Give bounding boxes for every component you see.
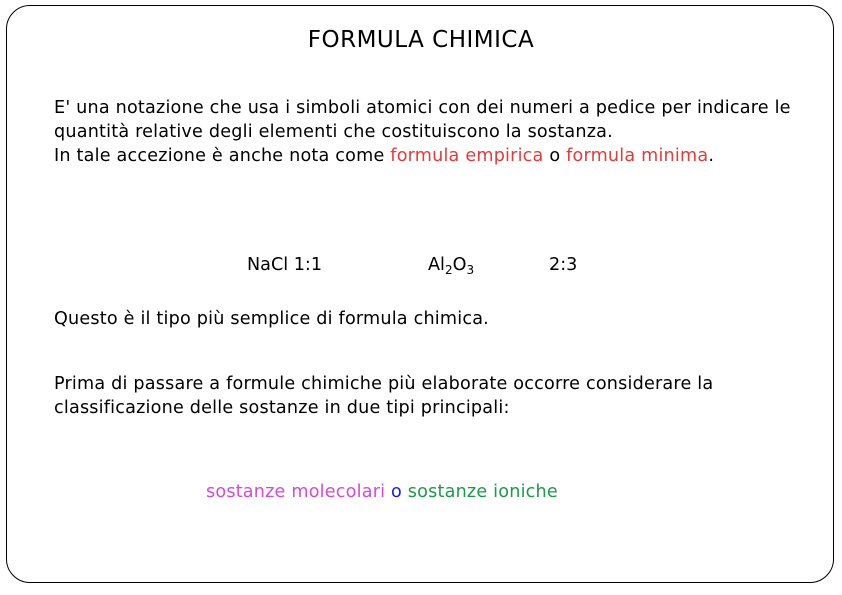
accezione-text: In tale accezione è anche nota come (54, 146, 391, 166)
or-connector: o (391, 482, 402, 502)
nacl-formula: NaCl (247, 255, 289, 275)
definition-text: E' una notazione che usa i simboli atomici con dei numeri a pedice per indicare le quantità relative degli elementi che costituiscono la sostanza. (54, 98, 791, 142)
example-al2o3 (428, 253, 474, 277)
o-symbol: O (452, 255, 467, 275)
nacl-ratio: 1:1 (293, 255, 323, 275)
al-subscript: 2 (444, 263, 453, 277)
page-title: FORMULA CHIMICA (307, 27, 535, 53)
simplest-formula-text: Questo è il tipo più semplice di formula chimica. (54, 309, 489, 329)
substance-types (206, 480, 558, 504)
ionic-substances: sostanze ioniche (407, 482, 558, 502)
molecular-substances: sostanze molecolari (206, 482, 386, 502)
o-subscript: 3 (466, 263, 475, 277)
term-formula-minima: formula minima (566, 146, 709, 166)
example-nacl (247, 253, 322, 277)
connector-o: o (543, 146, 567, 166)
al2o3-ratio: 2:3 (549, 255, 578, 275)
definition-end: . (708, 146, 715, 166)
term-formula-empirica: formula empirica (390, 146, 544, 166)
classification-text: Prima di passare a formule chimiche più elaborate occorre considerare la classificazione delle sostanze in due tipi principali: (54, 374, 714, 418)
al-symbol: Al (428, 255, 445, 275)
definition-paragraph (54, 96, 794, 168)
